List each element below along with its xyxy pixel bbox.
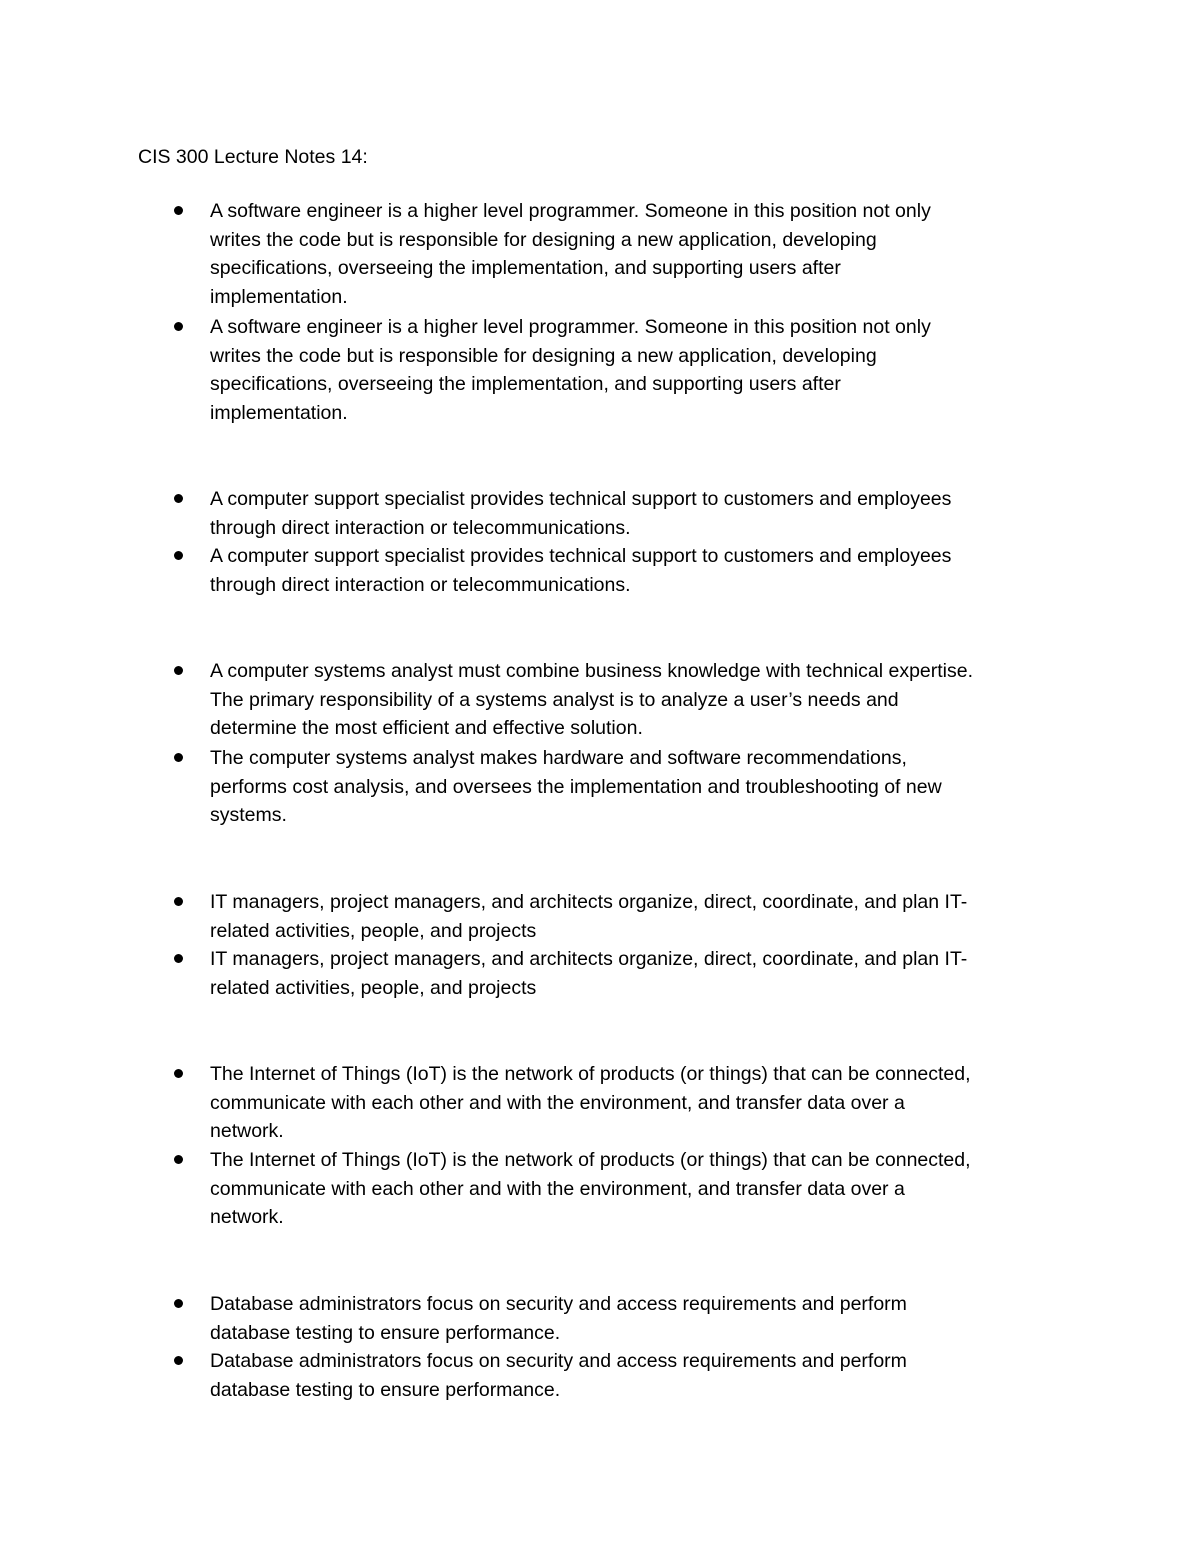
list-item-text: A computer support specialist provides technical support to customers and employees through direct interaction or telecommunications. bbox=[210, 488, 952, 539]
bullet-icon bbox=[174, 206, 183, 215]
bullet-icon bbox=[174, 954, 183, 963]
list-item-text: A computer support specialist provides technical support to customers and employees through direct interaction or telecommunications. bbox=[210, 545, 952, 596]
bullet-icon bbox=[174, 1155, 183, 1164]
list-item-text: Database administrators focus on security and access requirements and perform database testing to ensure performance. bbox=[210, 1350, 907, 1401]
bullet-icon bbox=[174, 1356, 183, 1365]
bullet-icon bbox=[174, 1299, 183, 1308]
list-item-text: Database administrators focus on security and access requirements and perform database testing to ensure performance. bbox=[210, 1293, 907, 1344]
list-item-text: The computer systems analyst makes hardware and software recommendations, performs cost analysis, and oversees the implementation and troubleshooting of new systems. bbox=[210, 747, 942, 827]
list-item-text: IT managers, project managers, and architects organize, direct, coordinate, and plan IT- related activities, people, and projects bbox=[210, 948, 968, 999]
bullet-icon bbox=[174, 897, 183, 906]
bullet-icon bbox=[174, 322, 183, 331]
list-item-text: A computer systems analyst must combine business knowledge with technical expertise. The primary responsibility of a systems analyst is to analyze a user’s needs and determine the most efficient and effective solution. bbox=[210, 660, 974, 740]
list-item-text: The Internet of Things (IoT) is the network of products (or things) that can be connected, communicate with each other and with the environment, and transfer data over a network. bbox=[210, 1149, 971, 1229]
list-item-text: The Internet of Things (IoT) is the network of products (or things) that can be connected, communicate with each other and with the environment, and transfer data over a network. bbox=[210, 1063, 971, 1143]
bullet-icon bbox=[174, 753, 183, 762]
bullet-icon bbox=[174, 666, 183, 675]
list-item-text: A software engineer is a higher level programmer. Someone in this position not only writes the code but is responsible for designing a new application, developing specifications, overseeing the implementation, and supporting users after implementation. bbox=[210, 200, 931, 309]
list-item-text: IT managers, project managers, and architects organize, direct, coordinate, and plan IT- related activities, people, and projects bbox=[210, 891, 968, 942]
bullet-icon bbox=[174, 1069, 183, 1078]
bullet-icon bbox=[174, 551, 183, 560]
list-item-text: A software engineer is a higher level programmer. Someone in this position not only writes the code but is responsible for designing a new application, developing specifications, overseeing the implementation, and supporting users after implementation. bbox=[210, 316, 931, 425]
document-title: CIS 300 Lecture Notes 14: bbox=[138, 146, 368, 168]
bullet-icon bbox=[174, 494, 183, 503]
